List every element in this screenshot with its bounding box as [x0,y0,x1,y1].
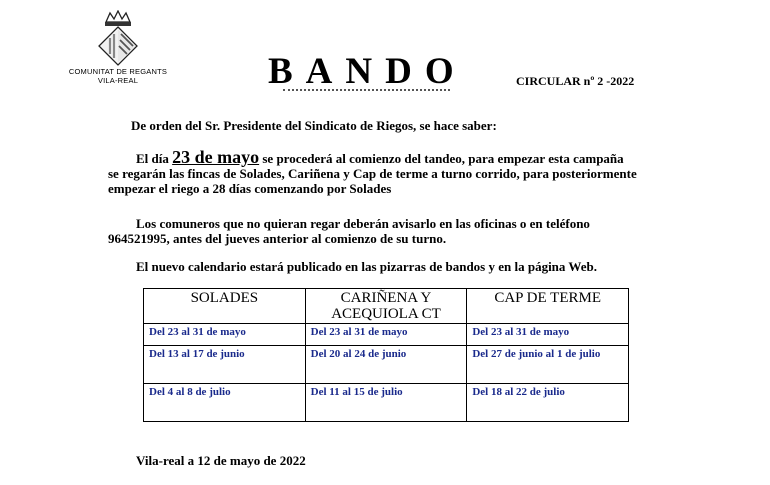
table-cell: Del 27 de junio al 1 de julio [467,346,629,384]
table-row [144,346,629,384]
table-header-row [144,289,629,324]
start-prefix: El día [136,151,173,166]
table-cell: Del 23 al 31 de mayo [305,324,467,346]
start-suffix: se procederá al comienzo del tandeo, para empezar esta campaña [259,151,624,166]
coat-of-arms-icon [90,10,146,66]
start-line-1 [108,147,668,167]
logo [68,10,168,85]
signature-date: Vila-real a 12 de mayo de 2022 [136,453,306,468]
schedule-table [143,288,629,422]
table-row [144,324,629,346]
notice-paragraph [108,216,668,246]
column-header: CAP DE TERME [467,289,629,324]
start-paragraph [108,147,668,196]
start-line-2: se regarán las fincas de Solades, Cariñena y Cap de terme a turno corrido, para posteriormente [108,166,637,181]
circular-number: CIRCULAR nº 2 -2022 [516,74,635,88]
table-cell: Del 20 al 24 de junio [305,346,467,384]
column-header: CARIÑENA Y ACEQUIOLA CT [305,289,467,324]
table-cell: Del 18 al 22 de julio [467,384,629,422]
start-line-3: empezar el riego a 28 días comenzando por Solades [108,181,392,196]
title-underline [283,89,450,91]
table-row [144,384,629,422]
start-date: 23 de mayo [172,147,260,167]
table-cell: Del 23 al 31 de mayo [144,324,306,346]
table-cell: Del 11 al 15 de julio [305,384,467,422]
notice-line-1: Los comuneros que no quieran regar deberán avisarlo en las oficinas o en teléfono [136,216,590,231]
column-header: SOLADES [144,289,306,324]
org-name-line2: VILA-REAL [97,76,139,85]
calendar-paragraph: El nuevo calendario estará publicado en las pizarras de bandos y en la página Web. [136,259,597,274]
table-cell: Del 13 al 17 de junio [144,346,306,384]
document-title: BANDO [268,51,467,92]
table-cell: Del 4 al 8 de julio [144,384,306,422]
org-name-line1: COMUNITAT DE REGANTS [68,67,168,76]
table-cell: Del 23 al 31 de mayo [467,324,629,346]
intro-paragraph: De orden del Sr. Presidente del Sindicato de Riegos, se hace saber: [131,118,497,133]
notice-line-2: 964521995, antes del jueves anterior al comienzo de su turno. [108,231,447,246]
